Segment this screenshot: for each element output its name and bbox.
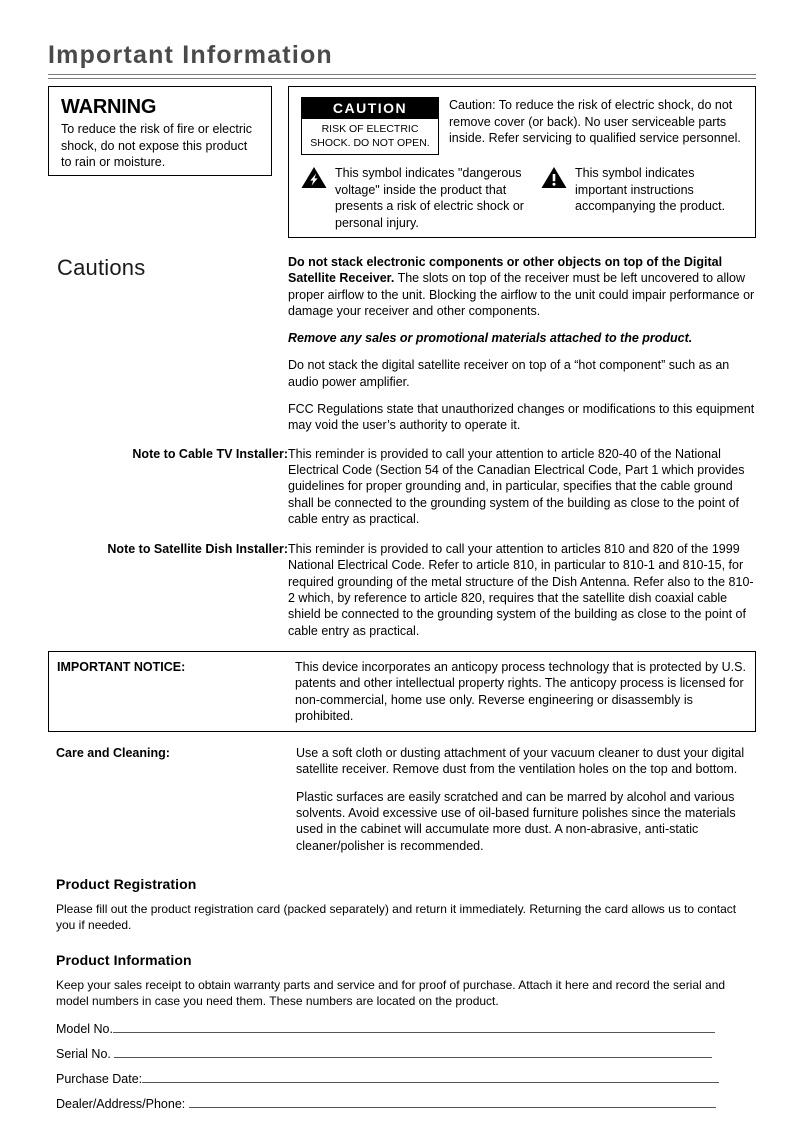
- form-input-model-no[interactable]: [113, 1021, 715, 1033]
- symbols-row: [301, 165, 745, 231]
- form-input-purchase-date[interactable]: [142, 1071, 719, 1083]
- cautions-heading: Cautions: [57, 255, 146, 280]
- product-information-text: Keep your sales receipt to obtain warranty parts and service and for proof of purchase. Attach it here and record the serial and model numbers in case you need them. These numbers are located on the product.: [56, 977, 726, 1008]
- form-row-serial-no: [56, 1046, 756, 1071]
- row-label-cable-tv-installer: Note to Cable TV Installer:: [132, 446, 288, 461]
- warning-heading: WARNING: [61, 96, 157, 118]
- caution-badge-heading: CAUTION: [302, 98, 438, 119]
- caution-paragraph: Caution: To reduce the risk of electric shock, do not remove cover (or back). No user serviceable parts inside. Refer servicing to qualified service personnel.: [449, 98, 741, 145]
- cautions-row-body: [288, 254, 756, 434]
- symbol-text-important-instructions: This symbol indicates important instructions accompanying the product.: [575, 166, 726, 213]
- cautions-paragraph-1-rest: The slots on top of the receiver must be left uncovered to allow proper airflow to the unit. Blocking the airflow to the unit could impair performance or damage your receiver and other components.: [288, 271, 755, 318]
- row-label-care-and-cleaning: Care and Cleaning:: [56, 746, 170, 761]
- warning-text: To reduce the risk of fire or electric shock, do not expose this product to rain or moisture.: [61, 122, 253, 169]
- important-notice-box: [48, 651, 756, 732]
- form-row-model-no: [56, 1021, 756, 1046]
- row-cable-tv-installer: [48, 446, 756, 527]
- row-label-satellite-dish-installer: Note to Satellite Dish Installer:: [107, 542, 288, 557]
- form-input-serial-no[interactable]: [114, 1046, 712, 1058]
- cautions-paragraph-1-lead: Do not stack electronic components or other objects on top of the Digital Satellite Receiver.: [288, 255, 723, 286]
- form-row-dealer-address-phone: [56, 1096, 756, 1121]
- caution-top-row: [301, 97, 745, 155]
- content-rows: [48, 254, 756, 1121]
- caution-badge-line2: SHOCK. DO NOT OPEN.: [310, 137, 430, 149]
- exclamation-triangle-icon: [541, 166, 567, 194]
- cautions-row: [48, 254, 756, 434]
- product-registration-section: [48, 876, 756, 933]
- care-paragraph-2: Plastic surfaces are easily scratched and can be marred by alcohol and various solvents. Avoid excessive use of oil-based furniture polishes since the materials used in the cabinet will accumulate more dust. A non-abrasive, anti-static cleaner/polisher is recommended.: [296, 789, 736, 853]
- row-body-cable-tv-installer: This reminder is provided to call your attention to article 820-40 of the National Electrical Code (Section 54 of the Canadian Electrical Code, Part 1 which provides guidelines for proper grounding and, in particular, specifies that the cable ground shall be connected to the grounding system of the building as close to the point of cable entry as practical.: [288, 446, 745, 526]
- cautions-paragraph-4: FCC Regulations state that unauthorized changes or modifications to this equipment may void the user’s authority to operate it.: [288, 402, 755, 433]
- form-label-dealer-address-phone: Dealer/Address/Phone:: [56, 1096, 189, 1111]
- title-divider: [48, 74, 756, 79]
- cautions-paragraph-3: Do not stack the digital satellite receiver on top of a “hot component” such as an audio power amplifier.: [288, 358, 730, 389]
- row-care-and-cleaning: [48, 745, 756, 854]
- product-information-heading: Product Information: [56, 951, 192, 968]
- symbol-entry-important-instructions: [541, 165, 745, 231]
- row-label-important-notice: IMPORTANT NOTICE:: [57, 659, 186, 674]
- row-body-care-and-cleaning: [296, 745, 756, 854]
- caution-box: [288, 86, 756, 238]
- cautions-paragraph-2: Remove any sales or promotional materials attached to the product.: [288, 331, 693, 346]
- care-paragraph-1: Use a soft cloth or dusting attachment of your vacuum cleaner to dust your digital satellite receiver. Remove dust from the ventilation holes on the top and bottom.: [296, 746, 745, 777]
- caution-badge: [301, 97, 439, 155]
- form-label-serial-no: Serial No.: [56, 1046, 115, 1061]
- warning-box: [48, 86, 272, 176]
- cautions-paragraph-1: [288, 254, 756, 319]
- form-input-dealer-address-phone[interactable]: [189, 1096, 716, 1108]
- product-registration-text: Please fill out the product registration card (packed separately) and return it immediately. Returning the card allows us to contact you if needed.: [56, 901, 737, 932]
- row-body-satellite-dish-installer: This reminder is provided to call your attention to articles 810 and 820 of the 1999 National Electrical Code. Refer to article 810, in particular to 810-1 and 810-15, for required grounding of the metal structure of the Dish Antenna. Refer also to the 810-2 which, by reference to article 820, requires that the satellite dish coaxial cable shield be connected to the grounding system of the building as close to the point of cable entry as practical.: [288, 542, 754, 638]
- caution-badge-body: [302, 119, 438, 154]
- form-row-purchase-date: [56, 1071, 756, 1096]
- symbol-entry-dangerous-voltage: [301, 165, 529, 231]
- caution-badge-line1: RISK OF ELECTRIC: [321, 123, 419, 135]
- lightning-bolt-triangle-icon: [301, 166, 327, 194]
- page-title: Important Information: [48, 41, 333, 69]
- symbol-text-dangerous-voltage: This symbol indicates "dangerous voltage" inside the product that presents a risk of electric shock or personal injury.: [335, 166, 524, 230]
- product-information-section: [48, 952, 756, 1009]
- row-satellite-dish-installer: [48, 541, 756, 639]
- form-label-purchase-date: Purchase Date:: [56, 1071, 143, 1086]
- product-registration-heading: Product Registration: [56, 875, 197, 892]
- form-label-model-no: Model No.: [56, 1021, 113, 1036]
- row-body-important-notice: This device incorporates an anticopy process technology that is protected by U.S. patents and other intellectual property rights. The anticopy process is licensed for non-commercial, home use only. Reverse engineering or disassembly is prohibited.: [295, 659, 746, 723]
